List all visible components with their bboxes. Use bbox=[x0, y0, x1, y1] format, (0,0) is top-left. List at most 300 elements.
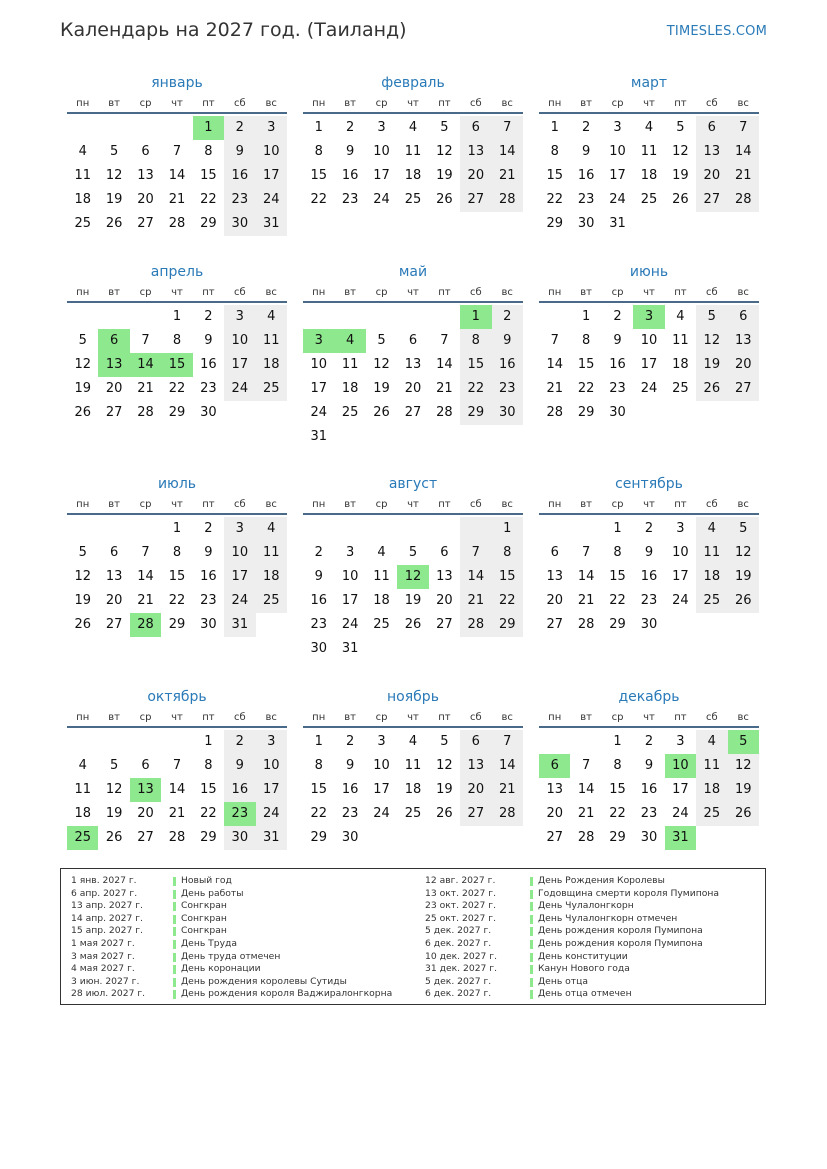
day-cell[interactable]: 14 bbox=[546, 357, 563, 372]
day-cell[interactable]: 18 bbox=[640, 168, 658, 183]
day-cell[interactable]: 6 bbox=[98, 329, 129, 353]
day-cell[interactable]: 28 bbox=[546, 405, 563, 420]
day-cell[interactable]: 13 bbox=[105, 569, 123, 584]
day-cell[interactable]: 9 bbox=[345, 758, 355, 773]
day-cell[interactable]: 18 bbox=[341, 381, 359, 396]
day-cell[interactable]: 12 bbox=[436, 758, 453, 773]
day-cell[interactable]: 18 bbox=[672, 357, 689, 372]
day-cell[interactable]: 28 bbox=[168, 830, 186, 845]
day-cell[interactable]: 3 bbox=[224, 517, 255, 541]
day-cell[interactable]: 19 bbox=[436, 782, 453, 797]
day-cell[interactable]: 14 bbox=[577, 569, 595, 584]
day-cell[interactable]: 8 bbox=[314, 144, 323, 159]
day-cell[interactable]: 5 bbox=[408, 545, 418, 560]
day-cell[interactable]: 19 bbox=[74, 593, 91, 608]
day-cell[interactable]: 5 bbox=[440, 734, 449, 749]
day-cell[interactable]: 15 bbox=[200, 168, 217, 183]
day-cell[interactable]: 13 bbox=[460, 140, 491, 164]
day-cell[interactable]: 10 bbox=[256, 754, 287, 778]
day-cell[interactable]: 13 bbox=[137, 168, 154, 183]
day-cell[interactable]: 1 bbox=[613, 734, 622, 749]
day-cell[interactable]: 24 bbox=[609, 192, 626, 207]
day-cell[interactable]: 27 bbox=[546, 830, 563, 845]
day-cell[interactable]: 19 bbox=[105, 806, 123, 821]
day-cell[interactable]: 29 bbox=[200, 216, 217, 231]
day-cell[interactable]: 22 bbox=[168, 381, 186, 396]
day-cell[interactable]: 24 bbox=[373, 192, 390, 207]
day-cell[interactable]: 10 bbox=[310, 357, 327, 372]
day-cell[interactable]: 26 bbox=[373, 405, 390, 420]
day-cell[interactable]: 1 bbox=[204, 734, 213, 749]
day-cell[interactable]: 17 bbox=[672, 782, 689, 797]
day-cell[interactable]: 5 bbox=[109, 144, 119, 159]
day-cell[interactable]: 5 bbox=[676, 120, 685, 135]
day-cell[interactable]: 30 bbox=[224, 826, 255, 850]
day-cell[interactable]: 6 bbox=[141, 758, 150, 773]
day-cell[interactable]: 29 bbox=[546, 216, 563, 231]
day-cell[interactable]: 26 bbox=[436, 806, 453, 821]
day-cell[interactable]: 2 bbox=[613, 309, 622, 324]
day-cell[interactable]: 8 bbox=[492, 541, 523, 565]
day-cell[interactable]: 10 bbox=[256, 140, 287, 164]
day-cell[interactable]: 17 bbox=[373, 168, 390, 183]
day-cell[interactable]: 21 bbox=[168, 192, 186, 207]
day-cell[interactable]: 27 bbox=[728, 377, 759, 401]
day-cell[interactable]: 11 bbox=[373, 569, 390, 584]
day-cell[interactable]: 24 bbox=[224, 589, 255, 613]
day-cell[interactable]: 17 bbox=[609, 168, 626, 183]
day-cell[interactable]: 26 bbox=[74, 405, 91, 420]
day-cell[interactable]: 11 bbox=[696, 541, 727, 565]
day-cell[interactable]: 4 bbox=[408, 734, 418, 749]
day-cell[interactable]: 7 bbox=[141, 333, 150, 348]
day-cell[interactable]: 29 bbox=[460, 401, 491, 425]
day-cell[interactable]: 12 bbox=[105, 782, 123, 797]
day-cell[interactable]: 21 bbox=[546, 381, 563, 396]
day-cell[interactable]: 31 bbox=[310, 429, 327, 444]
day-cell[interactable]: 3 bbox=[345, 545, 355, 560]
day-cell[interactable]: 19 bbox=[373, 381, 390, 396]
day-cell[interactable]: 21 bbox=[492, 778, 523, 802]
day-cell[interactable]: 17 bbox=[640, 357, 658, 372]
day-cell[interactable]: 6 bbox=[109, 545, 119, 560]
day-cell[interactable]: 7 bbox=[550, 333, 559, 348]
day-cell[interactable]: 6 bbox=[696, 116, 727, 140]
day-cell[interactable]: 31 bbox=[665, 826, 696, 850]
day-cell[interactable]: 15 bbox=[460, 353, 491, 377]
day-cell[interactable]: 7 bbox=[172, 758, 182, 773]
day-cell[interactable]: 4 bbox=[676, 309, 685, 324]
day-cell[interactable]: 9 bbox=[492, 329, 523, 353]
day-cell[interactable]: 24 bbox=[672, 593, 689, 608]
day-cell[interactable]: 14 bbox=[137, 569, 154, 584]
day-cell[interactable]: 27 bbox=[105, 617, 123, 632]
day-cell[interactable]: 29 bbox=[168, 617, 186, 632]
day-cell[interactable]: 24 bbox=[341, 617, 359, 632]
day-cell[interactable]: 19 bbox=[728, 565, 759, 589]
day-cell[interactable]: 26 bbox=[436, 192, 453, 207]
day-cell[interactable]: 5 bbox=[109, 758, 119, 773]
day-cell[interactable]: 13 bbox=[404, 357, 422, 372]
day-cell[interactable]: 14 bbox=[492, 754, 523, 778]
day-cell[interactable]: 14 bbox=[577, 782, 595, 797]
day-cell[interactable]: 2 bbox=[314, 545, 323, 560]
day-cell[interactable]: 12 bbox=[696, 329, 727, 353]
day-cell[interactable]: 29 bbox=[577, 405, 595, 420]
day-cell[interactable]: 17 bbox=[224, 565, 255, 589]
day-cell[interactable]: 4 bbox=[696, 730, 727, 754]
day-cell[interactable]: 20 bbox=[436, 593, 453, 608]
site-link[interactable]: TIMESLES.COM bbox=[666, 24, 767, 39]
day-cell[interactable]: 19 bbox=[728, 778, 759, 802]
day-cell[interactable]: 13 bbox=[546, 782, 563, 797]
day-cell[interactable]: 20 bbox=[728, 353, 759, 377]
day-cell[interactable]: 9 bbox=[644, 545, 654, 560]
day-cell[interactable]: 23 bbox=[492, 377, 523, 401]
day-cell[interactable]: 9 bbox=[224, 754, 255, 778]
day-cell[interactable]: 22 bbox=[310, 806, 327, 821]
day-cell[interactable]: 29 bbox=[310, 830, 327, 845]
day-cell[interactable]: 14 bbox=[436, 357, 453, 372]
day-cell[interactable]: 9 bbox=[345, 144, 355, 159]
day-cell[interactable]: 25 bbox=[373, 617, 390, 632]
day-cell[interactable]: 23 bbox=[640, 593, 658, 608]
day-cell[interactable]: 26 bbox=[728, 802, 759, 826]
day-cell[interactable]: 23 bbox=[341, 806, 359, 821]
day-cell[interactable]: 12 bbox=[74, 569, 91, 584]
day-cell[interactable]: 19 bbox=[436, 168, 453, 183]
day-cell[interactable]: 20 bbox=[460, 164, 491, 188]
day-cell[interactable]: 18 bbox=[404, 168, 422, 183]
day-cell[interactable]: 10 bbox=[373, 758, 390, 773]
day-cell[interactable]: 1 bbox=[172, 521, 182, 536]
day-cell[interactable]: 24 bbox=[672, 806, 689, 821]
day-cell[interactable]: 24 bbox=[640, 381, 658, 396]
day-cell[interactable]: 21 bbox=[137, 381, 154, 396]
day-cell[interactable]: 13 bbox=[436, 569, 453, 584]
day-cell[interactable]: 22 bbox=[609, 593, 626, 608]
day-cell[interactable]: 24 bbox=[224, 377, 255, 401]
day-cell[interactable]: 19 bbox=[672, 168, 689, 183]
day-cell[interactable]: 27 bbox=[105, 405, 123, 420]
day-cell[interactable]: 23 bbox=[310, 617, 327, 632]
day-cell[interactable]: 21 bbox=[168, 806, 186, 821]
day-cell[interactable]: 26 bbox=[728, 589, 759, 613]
day-cell[interactable]: 9 bbox=[581, 144, 591, 159]
day-cell[interactable]: 8 bbox=[550, 144, 559, 159]
day-cell[interactable]: 27 bbox=[137, 216, 154, 231]
day-cell[interactable]: 1 bbox=[613, 521, 622, 536]
day-cell[interactable]: 8 bbox=[613, 758, 622, 773]
day-cell[interactable]: 3 bbox=[613, 120, 622, 135]
day-cell[interactable]: 8 bbox=[204, 144, 213, 159]
day-cell[interactable]: 3 bbox=[377, 120, 386, 135]
day-cell[interactable]: 30 bbox=[200, 617, 217, 632]
day-cell[interactable]: 13 bbox=[546, 569, 563, 584]
day-cell[interactable]: 27 bbox=[404, 405, 422, 420]
day-cell[interactable]: 30 bbox=[640, 830, 658, 845]
day-cell[interactable]: 2 bbox=[644, 734, 654, 749]
day-cell[interactable]: 15 bbox=[168, 569, 186, 584]
day-cell[interactable]: 27 bbox=[696, 188, 727, 212]
day-cell[interactable]: 25 bbox=[640, 192, 658, 207]
day-cell[interactable]: 18 bbox=[696, 778, 727, 802]
day-cell[interactable]: 16 bbox=[640, 782, 658, 797]
day-cell[interactable]: 6 bbox=[539, 754, 570, 778]
day-cell[interactable]: 5 bbox=[377, 333, 386, 348]
day-cell[interactable]: 25 bbox=[672, 381, 689, 396]
day-cell[interactable]: 16 bbox=[492, 353, 523, 377]
day-cell[interactable]: 23 bbox=[200, 593, 217, 608]
day-cell[interactable]: 15 bbox=[200, 782, 217, 797]
day-cell[interactable]: 29 bbox=[168, 405, 186, 420]
day-cell[interactable]: 23 bbox=[200, 381, 217, 396]
day-cell[interactable]: 28 bbox=[728, 188, 759, 212]
day-cell[interactable]: 28 bbox=[492, 802, 523, 826]
day-cell[interactable]: 9 bbox=[613, 333, 622, 348]
day-cell[interactable]: 25 bbox=[256, 589, 287, 613]
day-cell[interactable]: 20 bbox=[546, 593, 563, 608]
day-cell[interactable]: 2 bbox=[224, 730, 255, 754]
day-cell[interactable]: 18 bbox=[74, 192, 91, 207]
day-cell[interactable]: 27 bbox=[546, 617, 563, 632]
day-cell[interactable]: 7 bbox=[728, 116, 759, 140]
day-cell[interactable]: 26 bbox=[105, 830, 123, 845]
day-cell[interactable]: 15 bbox=[577, 357, 595, 372]
day-cell[interactable]: 16 bbox=[640, 569, 658, 584]
day-cell[interactable]: 18 bbox=[696, 565, 727, 589]
day-cell[interactable]: 29 bbox=[609, 617, 626, 632]
day-cell[interactable]: 13 bbox=[460, 754, 491, 778]
day-cell[interactable]: 25 bbox=[696, 802, 727, 826]
day-cell[interactable]: 23 bbox=[224, 802, 255, 826]
day-cell[interactable]: 13 bbox=[98, 353, 129, 377]
day-cell[interactable]: 11 bbox=[74, 168, 91, 183]
day-cell[interactable]: 24 bbox=[256, 188, 287, 212]
day-cell[interactable]: 4 bbox=[334, 329, 365, 353]
day-cell[interactable]: 19 bbox=[696, 353, 727, 377]
day-cell[interactable]: 22 bbox=[577, 381, 595, 396]
day-cell[interactable]: 12 bbox=[436, 144, 453, 159]
day-cell[interactable]: 29 bbox=[609, 830, 626, 845]
day-cell[interactable]: 3 bbox=[256, 730, 287, 754]
day-cell[interactable]: 26 bbox=[404, 617, 422, 632]
day-cell[interactable]: 12 bbox=[105, 168, 123, 183]
day-cell[interactable]: 18 bbox=[404, 782, 422, 797]
day-cell[interactable]: 28 bbox=[577, 617, 595, 632]
day-cell[interactable]: 31 bbox=[256, 826, 287, 850]
day-cell[interactable]: 22 bbox=[200, 192, 217, 207]
day-cell[interactable]: 7 bbox=[492, 730, 523, 754]
day-cell[interactable]: 3 bbox=[256, 116, 287, 140]
day-cell[interactable]: 20 bbox=[546, 806, 563, 821]
day-cell[interactable]: 16 bbox=[341, 782, 359, 797]
day-cell[interactable]: 4 bbox=[256, 305, 287, 329]
day-cell[interactable]: 1 bbox=[314, 734, 323, 749]
day-cell[interactable]: 31 bbox=[609, 216, 626, 231]
day-cell[interactable]: 10 bbox=[672, 545, 689, 560]
day-cell[interactable]: 17 bbox=[341, 593, 359, 608]
day-cell[interactable]: 30 bbox=[640, 617, 658, 632]
day-cell[interactable]: 4 bbox=[377, 545, 386, 560]
day-cell[interactable]: 12 bbox=[728, 754, 759, 778]
day-cell[interactable]: 15 bbox=[492, 565, 523, 589]
day-cell[interactable]: 16 bbox=[224, 164, 255, 188]
day-cell[interactable]: 17 bbox=[310, 381, 327, 396]
day-cell[interactable]: 6 bbox=[460, 730, 491, 754]
day-cell[interactable]: 6 bbox=[550, 545, 559, 560]
day-cell[interactable]: 7 bbox=[141, 545, 150, 560]
day-cell[interactable]: 2 bbox=[224, 116, 255, 140]
day-cell[interactable]: 26 bbox=[74, 617, 91, 632]
day-cell[interactable]: 22 bbox=[546, 192, 563, 207]
day-cell[interactable]: 5 bbox=[440, 120, 449, 135]
day-cell[interactable]: 18 bbox=[256, 565, 287, 589]
day-cell[interactable]: 27 bbox=[460, 802, 491, 826]
day-cell[interactable]: 7 bbox=[172, 144, 182, 159]
day-cell[interactable]: 20 bbox=[696, 164, 727, 188]
day-cell[interactable]: 3 bbox=[676, 521, 685, 536]
day-cell[interactable]: 20 bbox=[137, 192, 154, 207]
day-cell[interactable]: 6 bbox=[460, 116, 491, 140]
day-cell[interactable]: 5 bbox=[728, 730, 759, 754]
day-cell[interactable]: 2 bbox=[204, 309, 213, 324]
day-cell[interactable]: 20 bbox=[460, 778, 491, 802]
day-cell[interactable]: 30 bbox=[224, 212, 255, 236]
day-cell[interactable]: 28 bbox=[130, 613, 161, 637]
day-cell[interactable]: 25 bbox=[696, 589, 727, 613]
day-cell[interactable]: 7 bbox=[492, 116, 523, 140]
day-cell[interactable]: 20 bbox=[105, 593, 123, 608]
day-cell[interactable]: 14 bbox=[460, 565, 491, 589]
day-cell[interactable]: 9 bbox=[204, 333, 213, 348]
day-cell[interactable]: 11 bbox=[640, 144, 658, 159]
day-cell[interactable]: 23 bbox=[609, 381, 626, 396]
day-cell[interactable]: 21 bbox=[460, 589, 491, 613]
day-cell[interactable]: 3 bbox=[633, 305, 664, 329]
day-cell[interactable]: 26 bbox=[105, 216, 123, 231]
day-cell[interactable]: 9 bbox=[644, 758, 654, 773]
day-cell[interactable]: 15 bbox=[161, 353, 192, 377]
day-cell[interactable]: 6 bbox=[440, 545, 449, 560]
day-cell[interactable]: 16 bbox=[609, 357, 626, 372]
day-cell[interactable]: 5 bbox=[728, 517, 759, 541]
day-cell[interactable]: 4 bbox=[408, 120, 418, 135]
day-cell[interactable]: 28 bbox=[460, 613, 491, 637]
day-cell[interactable]: 11 bbox=[672, 333, 689, 348]
day-cell[interactable]: 13 bbox=[130, 778, 161, 802]
day-cell[interactable]: 18 bbox=[74, 806, 91, 821]
day-cell[interactable]: 7 bbox=[581, 545, 591, 560]
day-cell[interactable]: 13 bbox=[728, 329, 759, 353]
day-cell[interactable]: 27 bbox=[436, 617, 453, 632]
day-cell[interactable]: 9 bbox=[204, 545, 213, 560]
day-cell[interactable]: 17 bbox=[224, 353, 255, 377]
day-cell[interactable]: 2 bbox=[492, 305, 523, 329]
day-cell[interactable]: 2 bbox=[345, 734, 355, 749]
day-cell[interactable]: 14 bbox=[492, 140, 523, 164]
day-cell[interactable]: 6 bbox=[141, 144, 150, 159]
day-cell[interactable]: 10 bbox=[665, 754, 696, 778]
day-cell[interactable]: 29 bbox=[200, 830, 217, 845]
day-cell[interactable]: 1 bbox=[492, 517, 523, 541]
day-cell[interactable]: 25 bbox=[74, 216, 91, 231]
day-cell[interactable]: 7 bbox=[581, 758, 591, 773]
day-cell[interactable]: 30 bbox=[200, 405, 217, 420]
day-cell[interactable]: 20 bbox=[137, 806, 154, 821]
day-cell[interactable]: 22 bbox=[200, 806, 217, 821]
day-cell[interactable]: 8 bbox=[172, 333, 182, 348]
day-cell[interactable]: 10 bbox=[640, 333, 658, 348]
day-cell[interactable]: 17 bbox=[672, 569, 689, 584]
day-cell[interactable]: 11 bbox=[341, 357, 359, 372]
day-cell[interactable]: 30 bbox=[609, 405, 626, 420]
day-cell[interactable]: 30 bbox=[577, 216, 595, 231]
day-cell[interactable]: 19 bbox=[105, 192, 123, 207]
day-cell[interactable]: 5 bbox=[78, 545, 87, 560]
day-cell[interactable]: 30 bbox=[310, 641, 327, 656]
day-cell[interactable]: 15 bbox=[609, 569, 626, 584]
day-cell[interactable]: 8 bbox=[581, 333, 591, 348]
day-cell[interactable]: 8 bbox=[613, 545, 622, 560]
day-cell[interactable]: 20 bbox=[404, 381, 422, 396]
day-cell[interactable]: 10 bbox=[224, 329, 255, 353]
day-cell[interactable]: 12 bbox=[74, 357, 91, 372]
day-cell[interactable]: 8 bbox=[314, 758, 323, 773]
day-cell[interactable]: 2 bbox=[581, 120, 591, 135]
day-cell[interactable]: 23 bbox=[224, 188, 255, 212]
day-cell[interactable]: 13 bbox=[696, 140, 727, 164]
day-cell[interactable]: 30 bbox=[492, 401, 523, 425]
day-cell[interactable]: 23 bbox=[577, 192, 595, 207]
day-cell[interactable]: 8 bbox=[460, 329, 491, 353]
day-cell[interactable]: 27 bbox=[460, 188, 491, 212]
day-cell[interactable]: 1 bbox=[550, 120, 559, 135]
day-cell[interactable]: 31 bbox=[341, 641, 359, 656]
day-cell[interactable]: 9 bbox=[224, 140, 255, 164]
day-cell[interactable]: 3 bbox=[676, 734, 685, 749]
day-cell[interactable]: 5 bbox=[78, 333, 87, 348]
day-cell[interactable]: 20 bbox=[105, 381, 123, 396]
day-cell[interactable]: 6 bbox=[728, 305, 759, 329]
day-cell[interactable]: 24 bbox=[373, 806, 390, 821]
day-cell[interactable]: 25 bbox=[404, 806, 422, 821]
day-cell[interactable]: 25 bbox=[256, 377, 287, 401]
day-cell[interactable]: 4 bbox=[644, 120, 654, 135]
day-cell[interactable]: 21 bbox=[577, 806, 595, 821]
day-cell[interactable]: 10 bbox=[224, 541, 255, 565]
day-cell[interactable]: 24 bbox=[310, 405, 327, 420]
day-cell[interactable]: 1 bbox=[460, 305, 491, 329]
day-cell[interactable]: 28 bbox=[137, 405, 154, 420]
day-cell[interactable]: 17 bbox=[256, 164, 287, 188]
day-cell[interactable]: 3 bbox=[377, 734, 386, 749]
day-cell[interactable]: 21 bbox=[577, 593, 595, 608]
day-cell[interactable]: 1 bbox=[172, 309, 182, 324]
day-cell[interactable]: 24 bbox=[256, 802, 287, 826]
day-cell[interactable]: 30 bbox=[341, 830, 359, 845]
day-cell[interactable]: 4 bbox=[696, 517, 727, 541]
day-cell[interactable]: 14 bbox=[728, 140, 759, 164]
day-cell[interactable]: 16 bbox=[200, 569, 217, 584]
day-cell[interactable]: 2 bbox=[204, 521, 213, 536]
day-cell[interactable]: 21 bbox=[728, 164, 759, 188]
day-cell[interactable]: 2 bbox=[345, 120, 355, 135]
day-cell[interactable]: 11 bbox=[256, 329, 287, 353]
day-cell[interactable]: 26 bbox=[696, 377, 727, 401]
day-cell[interactable]: 16 bbox=[577, 168, 595, 183]
day-cell[interactable]: 1 bbox=[193, 116, 224, 140]
